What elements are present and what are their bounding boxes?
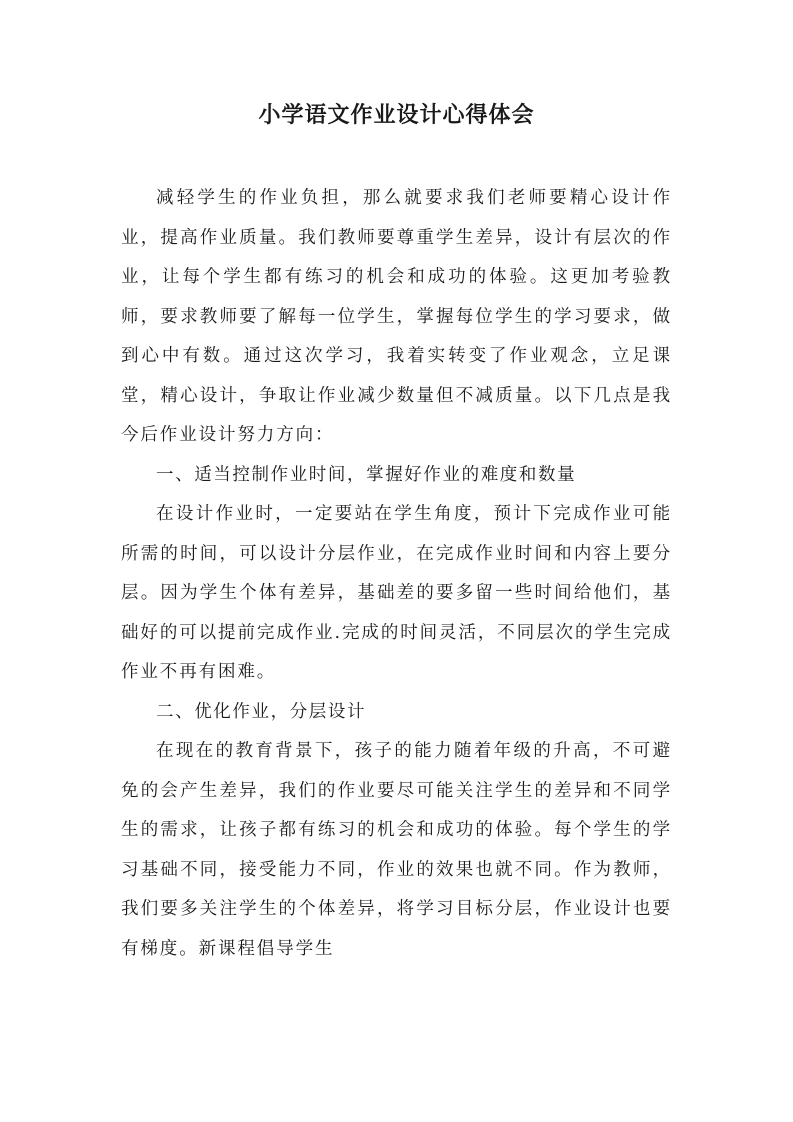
section-2-paragraph: 在现在的教育背景下，孩子的能力随着年级的升高，不可避免的会产生差异，我们的作业要尽可能关注学生的差异和不同学生的需求，让孩子都有练习的机会和成功的体验。每个学生的学习基础不同，接受能力不同，作业的效果也就不同。作为教师，我们要多关注学生的个体差异，将学习目标分层，作业设计也要有梯度。新课程倡导学生 [121, 741, 672, 959]
section-1-paragraph: 在设计作业时，一定要站在学生角度，预计下完成作业可能所需的时间，可以设计分层作业，在完成作业时间和内容上要分层。因为学生个体有差异，基础差的要多留一些时间给他们，基础好的可以提前完成作业.完成的时间灵活，不同层次的学生完成作业不再有困难。 [121, 504, 672, 682]
section-heading-2: 二、优化作业，分层设计 [156, 701, 367, 722]
section-heading-1: 一、适当控制作业时间，掌握好作业的难度和数量 [156, 464, 577, 485]
document-body [121, 179, 672, 969]
document-title: 小学语文作业设计心得体会 [258, 103, 535, 128]
intro-paragraph: 减轻学生的作业负担，那么就要求我们老师要精心设计作业，提高作业质量。我们教师要尊重学生差异，设计有层次的作业，让每个学生都有练习的机会和成功的体验。这更加考验教师，要求教师要了解每一位学生，掌握每位学生的学习要求，做到心中有数。通过这次学习，我着实转变了作业观念，立足课堂，精心设计，争取让作业减少数量但不减质量。以下几点是我今后作业设计努力方向： [121, 188, 672, 445]
